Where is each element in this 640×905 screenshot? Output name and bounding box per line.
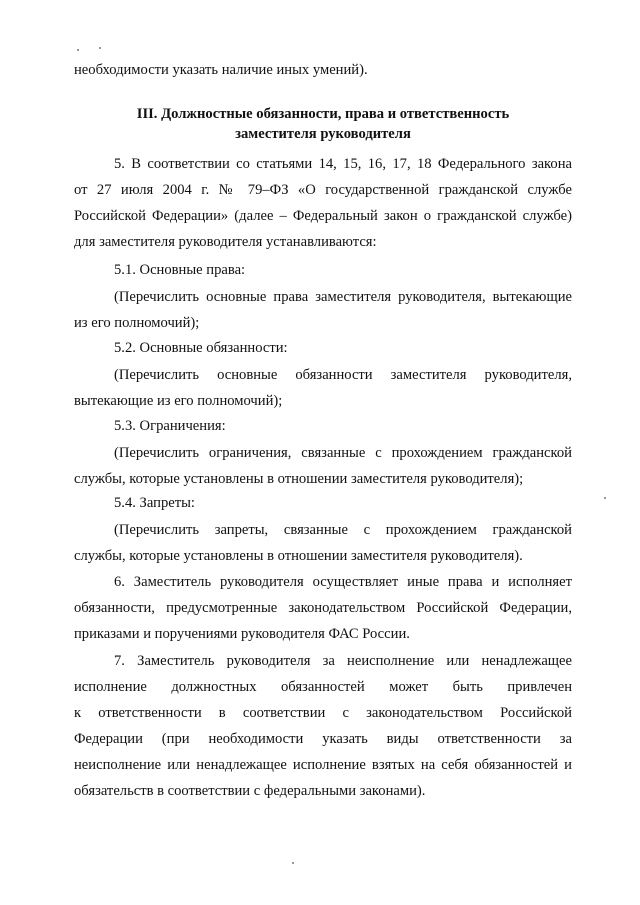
text-line: исполнение должностных обязанностей может быть привлечен <box>74 679 572 695</box>
text-line: (Перечислить основные обязанности заместителя руководителя, <box>114 367 572 383</box>
text-line: (Перечислить запреты, связанные с прохождением гражданской <box>114 522 572 538</box>
paragraph-5 <box>74 151 572 255</box>
text-line: (Перечислить ограничения, связанные с прохождением гражданской <box>114 445 572 461</box>
heading-line-2: заместителя руководителя <box>235 126 411 142</box>
text-line: Российской Федерации» (далее – Федеральный закон о гражданской службе) <box>74 208 572 224</box>
paragraph-5-1-body <box>74 284 572 336</box>
subsection-title: 5.3. Ограничения: <box>114 418 226 434</box>
text-line: необходимости указать наличие иных умений). <box>74 62 368 78</box>
text-line: из его полномочий); <box>74 315 200 331</box>
text-line: 6. Заместитель руководителя осуществляет иные права и исполняет <box>114 574 572 590</box>
text-line: неисполнение или ненадлежащее исполнение взятых на себя обязанностей и <box>74 757 572 773</box>
paragraph-5-3 <box>74 413 572 439</box>
text-line: 5. В соответствии со статьями 14, 15, 16, 17, 18 Федерального закона <box>114 156 572 172</box>
paragraph-5-4 <box>74 490 572 516</box>
text-line: (Перечислить основные права заместителя руководителя, вытекающие <box>114 289 572 305</box>
section-heading <box>74 104 572 144</box>
paragraph-5-1 <box>74 257 572 283</box>
text-line: для заместителя руководителя устанавливаются: <box>74 234 377 250</box>
paragraph-5-3-body <box>74 440 572 492</box>
scan-speck <box>292 862 294 864</box>
subsection-title: 5.1. Основные права: <box>114 262 246 278</box>
heading-line-1: III. Должностные обязанности, права и ответственность <box>136 106 510 122</box>
text-line: от 27 июля 2004 г. № 79–ФЗ «О государственной гражданской службе <box>74 182 572 198</box>
text-line: приказами и поручениями руководителя ФАС России. <box>74 626 410 642</box>
paragraph-5-4-body <box>74 517 572 569</box>
scan-speck <box>99 47 101 49</box>
scan-speck <box>604 497 606 499</box>
text-line: обязательств в соответствии с федеральными законами). <box>74 783 426 799</box>
paragraph-5-2 <box>74 335 572 361</box>
subsection-title: 5.4. Запреты: <box>114 495 195 511</box>
text-line: к ответственности в соответствии с законодательством Российской <box>74 705 572 721</box>
paragraph-6 <box>74 569 572 647</box>
text-line: вытекающие из его полномочий); <box>74 393 283 409</box>
paragraph-5-2-body <box>74 362 572 414</box>
text-line: обязанности, предусмотренные законодательством Российской Федерации, <box>74 600 572 616</box>
subsection-title: 5.2. Основные обязанности: <box>114 340 288 356</box>
paragraph-7 <box>74 648 572 804</box>
intro-paragraph <box>74 57 572 83</box>
scan-speck <box>77 49 79 51</box>
text-line: 7. Заместитель руководителя за неисполнение или ненадлежащее <box>114 653 572 669</box>
text-line: Федерации (при необходимости указать виды ответственности за <box>74 731 572 747</box>
text-line: службы, которые установлены в отношении заместителя руководителя); <box>74 471 524 487</box>
text-line: службы, которые установлены в отношении заместителя руководителя). <box>74 548 523 564</box>
